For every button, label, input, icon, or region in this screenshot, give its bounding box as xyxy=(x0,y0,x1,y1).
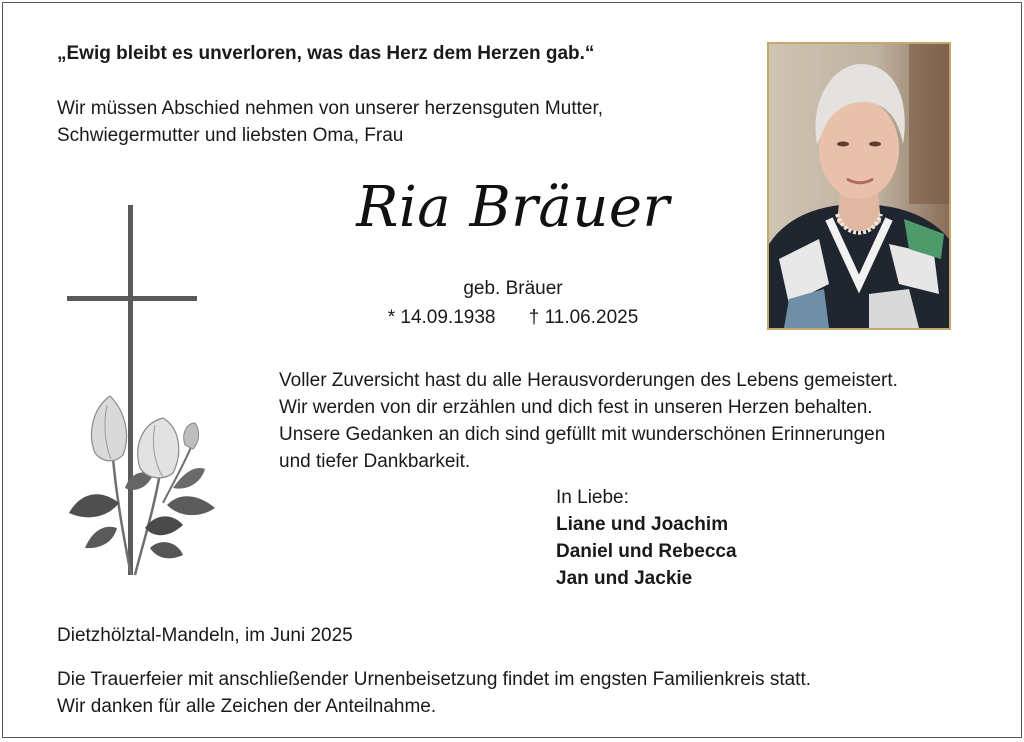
message-text xyxy=(279,367,898,475)
closing-line: Die Trauerfeier mit anschließender Urnenbeisetzung findet im engsten Familienkreis statt. xyxy=(57,669,812,690)
family-name: Jan und Jackie xyxy=(556,568,693,589)
intro-text xyxy=(57,95,603,149)
deceased-name: Ria Bräuer xyxy=(356,175,670,240)
closing-text xyxy=(57,666,811,720)
signoff xyxy=(556,484,737,592)
cross-with-roses-icon xyxy=(55,183,220,578)
message-line: Voller Zuversicht hast du alle Herausvorderungen des Lebens gemeistert. xyxy=(279,370,898,391)
birth-date: * 14.09.1938 xyxy=(387,307,496,328)
portrait-photo xyxy=(767,42,951,330)
quote: „Ewig bleibt es unverloren, was das Herz dem Herzen gab.“ xyxy=(57,43,595,64)
message-line: Unsere Gedanken an dich sind gefüllt mit wunderschönen Erinnerungen xyxy=(279,424,886,445)
signoff-intro: In Liebe: xyxy=(556,487,629,508)
obituary-notice xyxy=(2,2,1022,738)
family-name: Daniel und Rebecca xyxy=(556,541,737,562)
closing-line: Wir danken für alle Zeichen der Anteilnahme. xyxy=(57,696,437,717)
place-date: Dietzhölztal-Mandeln, im Juni 2025 xyxy=(57,625,353,646)
intro-line: Wir müssen Abschied nehmen von unserer herzensguten Mutter, xyxy=(57,98,604,119)
life-dates xyxy=(343,304,683,331)
birth-name: geb. Bräuer xyxy=(463,278,563,299)
message-line: Wir werden von dir erzählen und dich fest in unseren Herzen behalten. xyxy=(279,397,873,418)
family-name: Liane und Joachim xyxy=(556,514,729,535)
death-date: † 11.06.2025 xyxy=(528,307,639,328)
intro-line: Schwiegermutter und liebsten Oma, Frau xyxy=(57,125,404,146)
message-line: und tiefer Dankbarkeit. xyxy=(279,451,471,472)
